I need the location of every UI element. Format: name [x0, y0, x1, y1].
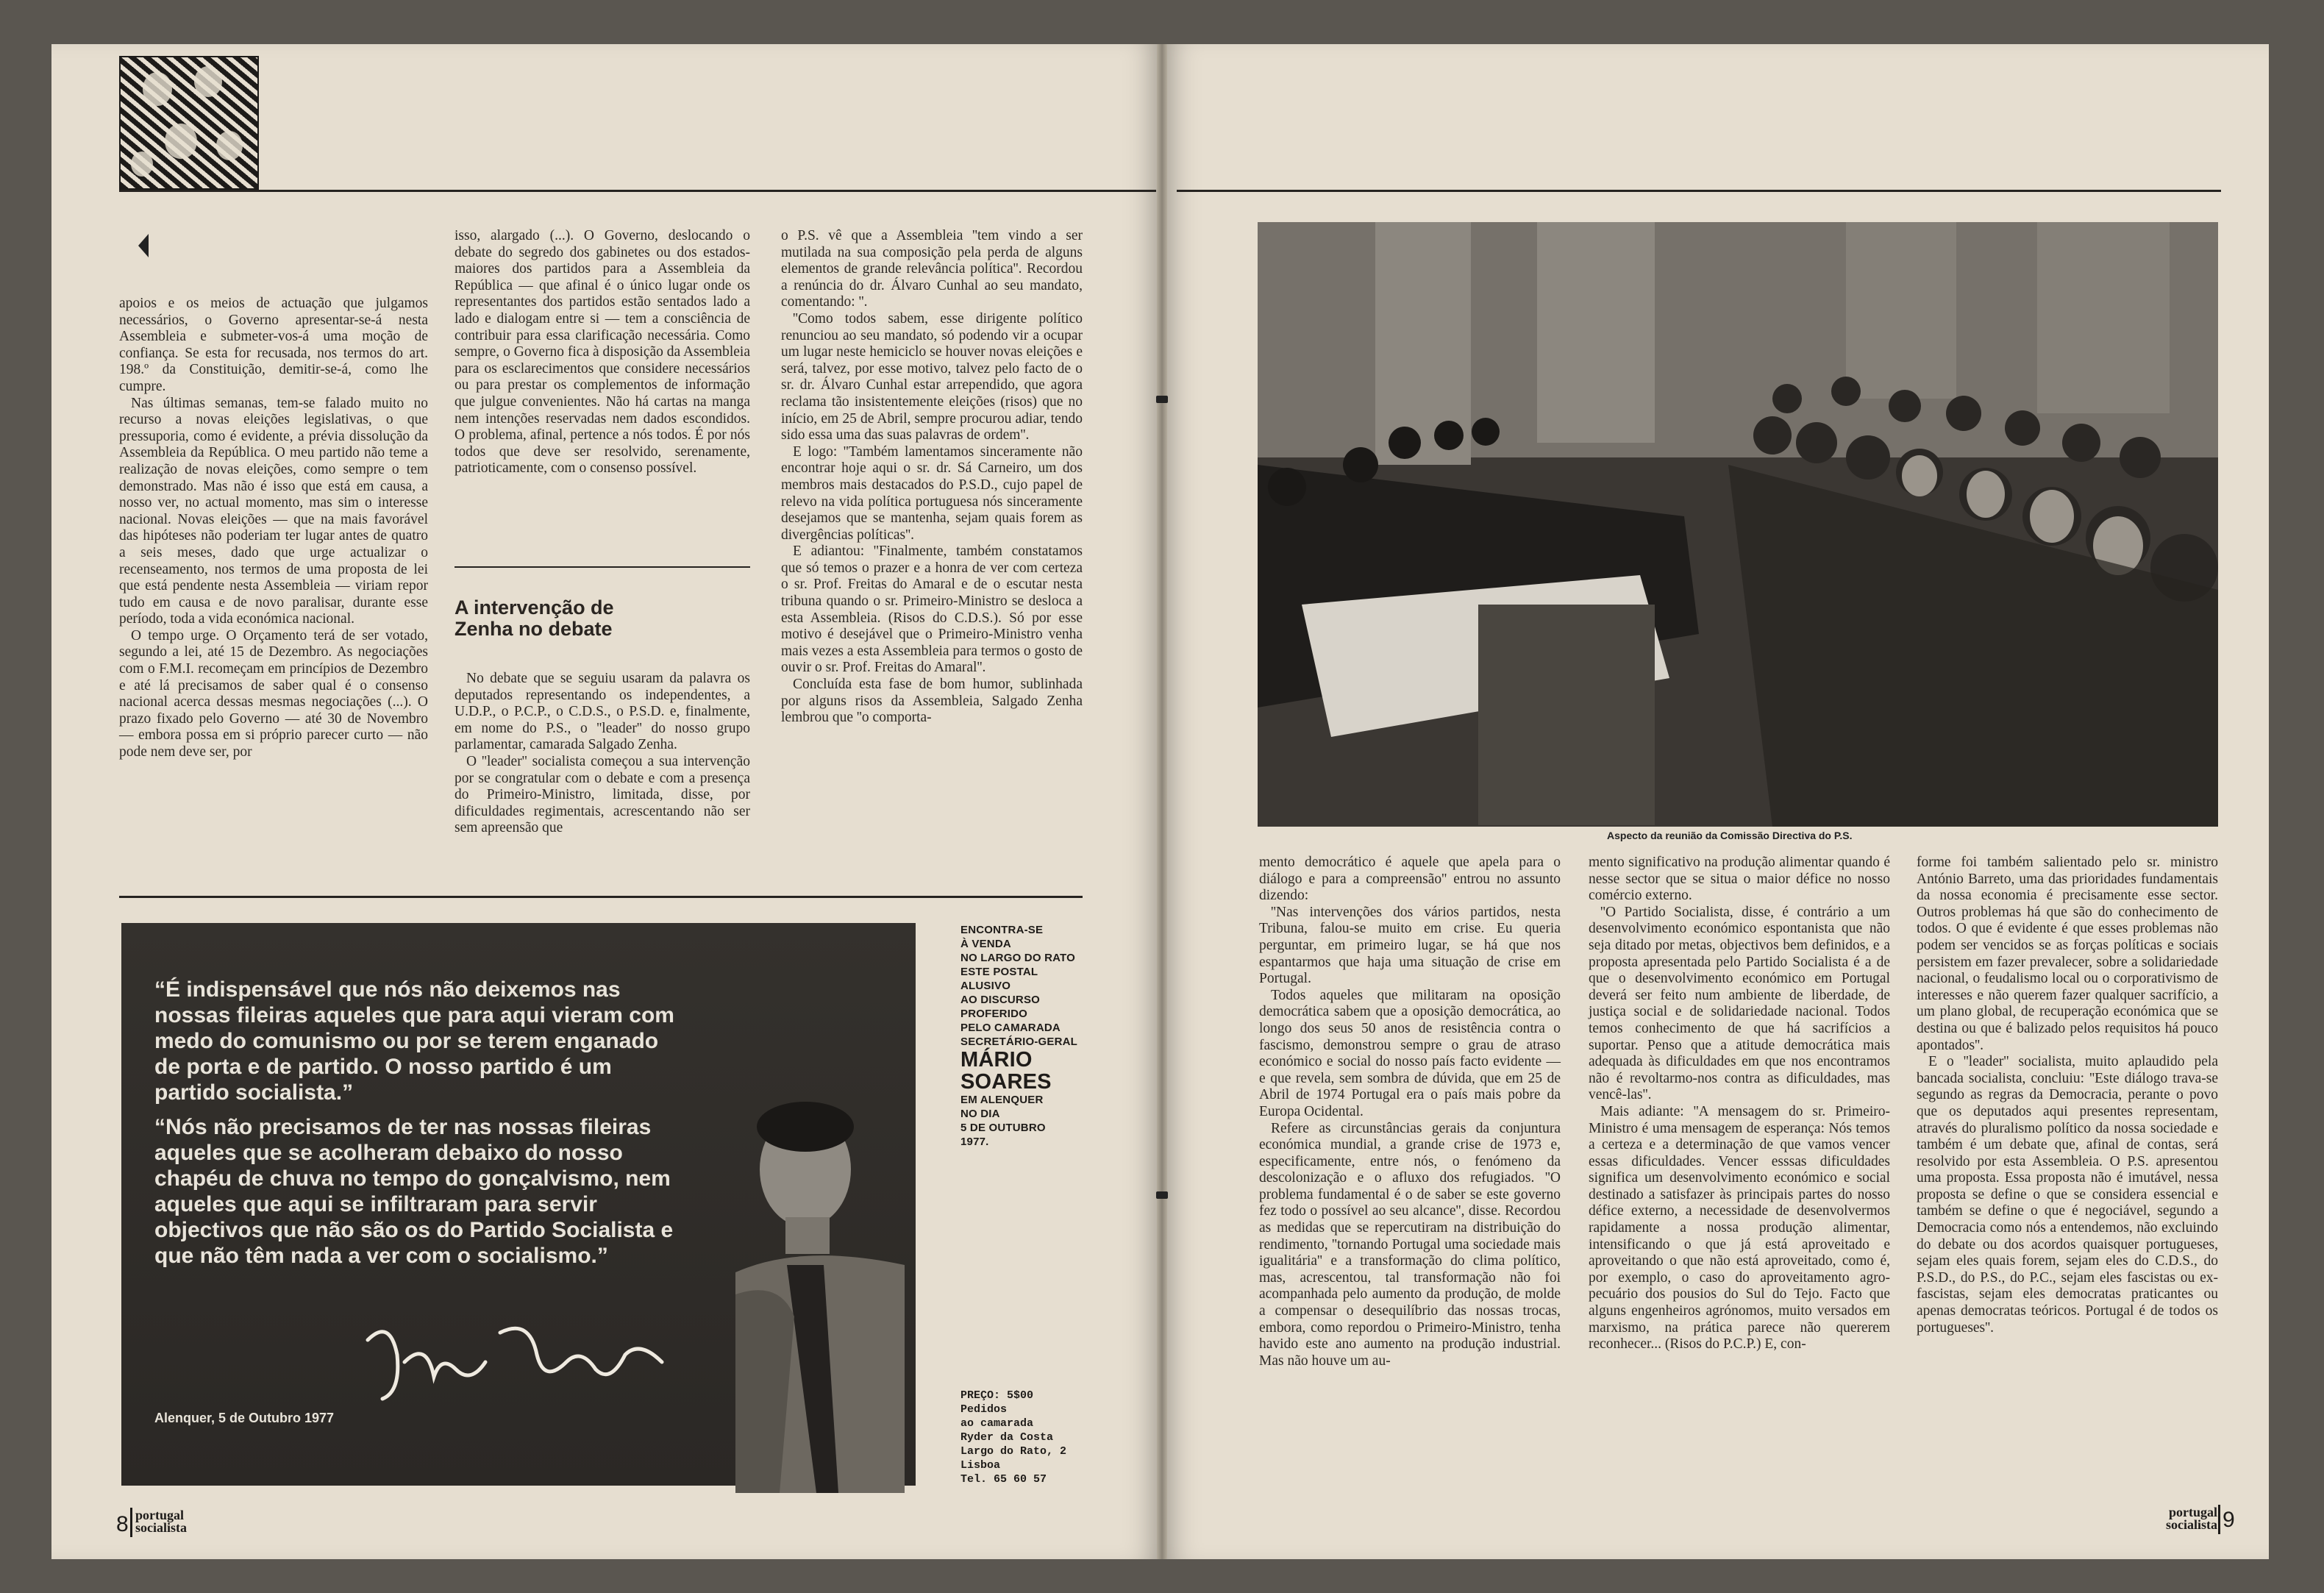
paragraph: ''Nas intervenções dos vários partidos, nesta Tribuna, falou-se muito em crise. Eu queria perguntar, em primeiro lugar, se há que nos espantarmos que haja uma situação de crise em Portugal.: [1259, 904, 1561, 987]
promo-line: ENCONTRA-SE: [960, 924, 1044, 936]
promo-line: NO LARGO DO RATO: [960, 952, 1075, 964]
promo-line: NO DIA: [960, 1108, 1000, 1120]
paragraph: isso, alargado (...). O Governo, deslocando o debate do segredo dos gabinetes ou dos estados-maiores dos partidos para a Assembleia da República — que afinal é o único lugar onde os representantes dos partidos estão sentados lado a lado e dialogam entre si — tem a consciência de contribuir para essa clarificação necessária. Como sempre, o Governo fica à disposição da Assembleia para os esclarecimentos que considere necessários ou para prestar os complementos de informação que julgue convenientes. Não há cartas na manga nem intenções reservadas nem dados escondidos. O problema, afinal, pertence a nós todos. É por nós todos que deve ser resolvido, serenamente, patrioticamente, com o consenso possível.: [455, 228, 750, 477]
promo-line: AO DISCURSO: [960, 994, 1041, 1006]
arrow-left-icon: [138, 234, 149, 257]
header-rule-right: [1177, 190, 2221, 192]
quote-2: “Nós não precisamos de ter nas nossas fileiras aqueles que se acolheram debaixo do nosso chapéu de chuva no tempo do gonçalvismo, nem aqueles que aqui se infiltraram para servir objectivos que não são os do Partido Socialista e que não têm nada a ver com o socialismo.”: [154, 1115, 674, 1268]
promo-line: 1977.: [960, 1136, 989, 1148]
paragraph: apoios e os meios de actuação que julgamos necessários, o Governo apresentar-se-á nesta Assembleia e submeter-vos-á uma moção de confiança. Se esta for recusada, nos termos do art. 198.º da Constituição, demitir-se-á, como lhe cumpre.: [119, 296, 428, 394]
photo-collage-stamp: [119, 56, 259, 190]
promo-name: MÁRIO: [960, 1048, 1033, 1072]
staple: [1156, 1191, 1168, 1199]
footer-divider: [2218, 1505, 2220, 1534]
promo-line: PROFERIDO: [960, 1008, 1027, 1020]
promo-line: SECRETÁRIO-GERAL: [960, 1036, 1078, 1048]
promo-line: ALUSIVO: [960, 980, 1011, 992]
right-column-1: [1259, 855, 1561, 1369]
price-line: Largo do Rato, 2: [960, 1445, 1067, 1458]
staple: [1156, 396, 1168, 403]
paragraph: ''Como todos sabem, esse dirigente político renunciou ao seu mandato, só podendo vir a ocupar um lugar neste hemiciclo se houver novas eleições e será, talvez, por esse motivo, talvez pelo facto de o sr. dr. Álvaro Cunhal estar arrependido, que agora reclama tão insistentemente eleições (risos) que no início, em 25 de Abril, sempre procurou adiar, tendo sido essa uma das suas palavras de ordem''.: [781, 310, 1083, 443]
dateline: Alenquer, 5 de Outubro 1977: [154, 1411, 335, 1425]
paragraph: mento significativo na produção alimentar quando é nesse sector que se situa o maior défice no nosso comércio externo.: [1589, 855, 1890, 904]
masthead-footer: portugal socialista: [2166, 1505, 2217, 1532]
paragraph: O ''leader'' socialista começou a sua intervenção por se congratular com o debate e com a presença do Primeiro-Ministro, limitada, disse, por dificuldades regimentais, acrescentando não ser sem apreensão que: [455, 753, 750, 836]
section-subhead: A intervenção de Zenha no debate: [455, 596, 614, 640]
right-column-3: [1917, 855, 2218, 1336]
promo-line: PELO CAMARADA: [960, 1022, 1061, 1034]
paragraph: forme foi também salientado pelo sr. ministro António Barreto, uma das prioridades fundamentais da nossa economia é precisamente esse sector. Outros problemas há que são do conhecimento de todos. O que é evidente é que esses problemas não podem ser vencidos se as forças políticas e sociais persistem em fazer prevalecer, sobre a solidariedade nacional, o feudalismo local ou o corporativismo de interesses e não querem fazer qualquer sacrifício, a um plano global, de recuperação económica que se destina ou que é balizado pelos requisitos há pouco apontados''.: [1917, 855, 2218, 1053]
paragraph: O tempo urge. O Orçamento terá de ser votado, segundo a lei, até 15 de Dezembro. As negociações com o F.M.I. recomeçam em princípios de Dezembro e até lá precisamos de saber qual é o consenso nacional acerca dessas mesmas negociações (...). O prazo fixado pelo Governo — até 30 de Novembro — embora possa em si próprio parecer curto — não pode nem deve ser, por: [119, 627, 428, 760]
promo-text: [960, 923, 1086, 1149]
page-number: 9: [2223, 1508, 2235, 1532]
paragraph: ''O Partido Socialista, disse, é contrário a um desenvolvimento económico espontanista que não seja ditado por metas, objectivos bem definidos, e a proposta apresentada pelo Partido Socialista é a de que o desenvolvimento económico em Portugal deverá ser feito num ambiente de liberdade, de justiça social e de solidariedade nacional. Todos temos conhecimento de que há sacrifícios a suportar. Penso que a atitude democrática mais adequada às dificuldades em que nos encontramos não é revoltarmo-nos contra as dificuldades, mas vencê-las''.: [1589, 904, 1890, 1103]
promo-line: 5 DE OUTUBRO: [960, 1122, 1046, 1134]
paragraph: No debate que se seguiu usaram da palavra os deputados representando os independentes, a U.D.P., o P.C.P., o C.D.S., o P.S.D. e, finalmente, em nome do P.S., o ''leader'' do nosso grupo parlamentar, camarada Salgado Zenha.: [455, 671, 750, 753]
photo-caption: Aspecto da reunião da Comissão Directiva do P.S.: [1607, 830, 1853, 841]
paragraph: Mais adiante: ''A mensagem do sr. Primeiro-Ministro é uma mensagem de esperança: Nós temos a certeza e a determinação de que vamos vencer essas dificuldades. Vencer esssas dificuldades significa um desenvolvimento económico e social destinado a satisfazer às principais partes do nosso défice externo, a necessidade de desenvolvermos rapidamente a nossa produção alimentar, intensificando o que já está aproveitado e aproveitando o que não está aproveitado, como é, por exemplo, o caso do aproveitamento agro-pecuário dos pousios do Sul do Tejo. Facto que alguns engenheiros agrónomos, muito versados em marxismo, na prática parece não quererem reconhecer... (Risos do P.C.P.) E, con-: [1589, 1103, 1890, 1353]
paragraph: Todos aqueles que militaram na oposição democrática sabem que a oposição democrática, ao longo dos seus 50 anos de resistência contra o fascismo, demonstrou sempre o grau de atraso económico e social do nosso país facto evidente — e que revela, sem sombra de dúvida, que em 25 de Abril de 1974 Portugal era o país mais pobre da Europa Ocidental.: [1259, 987, 1561, 1119]
page-number: 8: [116, 1512, 129, 1536]
price-line: Pedidos: [960, 1403, 1008, 1416]
paragraph: Refere as circunstâncias gerais da conjuntura económica mundial, a grande crise de 1973 e, especificamente, entre nós, o fenómeno da descolonização e o afluxo dos refugiados. ''O problema fundamental é o de saber se este governo fez todo o possível ao seu alcance'', disse. Recordou as medidas que se repercutiram na distribuição do rendimento, ''tornando Portugal uma sociedade mais igualitária'' e a transformação do clima político, mas, acrescentou, tal transformação não foi acompanhada pelo aumento da produção, de molde a compensar o desequilíbrio das nossas trocas, embora, como repordou o Primeiro-Ministro, tenha havido este ano aumento na produção industrial. Mas não houve um au-: [1259, 1120, 1561, 1369]
promo-name: SOARES: [960, 1070, 1052, 1094]
spine: [1157, 44, 1167, 1559]
paragraph: E o ''leader'' socialista, muito aplaudido pela bancada socialista, concluiu: ''Este diálogo trava-se segundo as regras da Democracia, perante o povo que os deputados aqui presentes representam, através do pluralismo político da nossa sociedade e também é um debate que, afinal de contas, será resolvido por esta Assembleia. O P.S. apresentou uma proposta. Essa proposta não é imutável, nessa proposta se define o que se considera essencial e também se define o que é negociável, segundo a Democracia como nós a entendemos, não excluindo do debate ou dos acordos quaisquer portugueses, sejam eles quais forem, sejam eles do C.D.S., do P.S.D., do P.S., do P.C., sejam eles fascistas ou ex-fascistas, sejam eles democratas praticantes ou apenas democratas teóricos. Portugal é de todos os portugueses''.: [1917, 1054, 2218, 1336]
portrait-photo: [735, 1081, 905, 1493]
paragraph: Concluída esta fase de bom humor, sublinhada por alguns risos da Assembleia, Salgado Zenha lembrou que ''o comporta-: [781, 677, 1083, 726]
price-line: Ryder da Costa: [960, 1431, 1054, 1444]
signature: [360, 1311, 677, 1414]
footer-divider: [130, 1508, 132, 1537]
left-column-2-bottom: [455, 671, 750, 837]
quote-1: “É indispensável que nós não deixemos nas nossas fileiras aqueles que para aqui vieram com medo do comunismo ou por se terem enganado de porta e de partido. O nosso partido é um partido socialista.”: [154, 977, 674, 1105]
paragraph: E logo: ''Também lamentamos sinceramente não encontrar hoje aqui o sr. dr. Sá Carneiro, um dos membros mais destacados do P.S.D., cujo papel de relevo na vida política portuguesa nós sinceramente desejamos que se mantenha, sejam quais forem as divergências políticas''.: [781, 443, 1083, 543]
ad-rule: [119, 896, 1083, 898]
paragraph: Nas últimas semanas, tem-se falado muito no recurso a novas eleições legislativas, o que pressuporia, como é evidente, a prévia dissolução da Assembleia da República. O meu partido não teme a realização de novas eleições, como sempre o tem demonstrado. Mas não é isso que está em causa, a nosso ver, no actual momento, mas sim o interesse nacional. Novas eleições — que na mais favorável das hipóteses não poderiam ter lugar antes de quatro a seis meses, dado que urge actualizar o recenseamento, nos termos de uma proposta de lei que está pendente nesta Assembleia — viriam repor tudo em causa e de novo paralisar, durante esse período, toda a vida económica nacional.: [119, 395, 428, 627]
header-rule-left: [119, 190, 1156, 192]
paragraph: mento democrático é aquele que apela para o diálogo e para a compreensão'' entrou no assunto dizendo:: [1259, 855, 1561, 904]
promo-line: EM ALENQUER: [960, 1094, 1044, 1106]
price-line: Tel. 65 60 57: [960, 1473, 1047, 1486]
section-rule: [455, 566, 750, 568]
left-column-1: [119, 296, 428, 761]
price-line: PREÇO: 5$00: [960, 1389, 1034, 1402]
meeting-photo: [1258, 222, 2218, 827]
right-column-2: [1589, 855, 1890, 1353]
left-column-3: [781, 228, 1083, 727]
price-line: ao camarada: [960, 1417, 1034, 1430]
left-column-2-top: [455, 228, 750, 477]
promo-line: À VENDA: [960, 938, 1011, 950]
masthead-footer: portugal socialista: [135, 1508, 187, 1535]
paragraph: E adiantou: ''Finalmente, também constatamos que só temos o prazer e a honra de ver com certeza o sr. Prof. Freitas do Amaral e de o escutar nesta tribuna quando o sr. Primeiro-Ministro se desloca a esta Assembleia. (Risos do C.D.S.). Só por esse motivo é desejável que o Primeiro-Ministro venha mais vezes a esta Assembleia para termos o gosto de ouvir o sr. Prof. Freitas do Amaral''.: [781, 544, 1083, 676]
price-info: [960, 1389, 1108, 1486]
price-line: Lisboa: [960, 1459, 1001, 1472]
paragraph: o P.S. vê que a Assembleia ''tem vindo a ser mutilada na sua composição pela perda de alguns elementos de grande relevância política''. Recordou a renúncia do dr. Álvaro Cunhal ao seu mandato, comentando: ''.: [781, 228, 1083, 310]
promo-line: ESTE POSTAL: [960, 966, 1038, 978]
